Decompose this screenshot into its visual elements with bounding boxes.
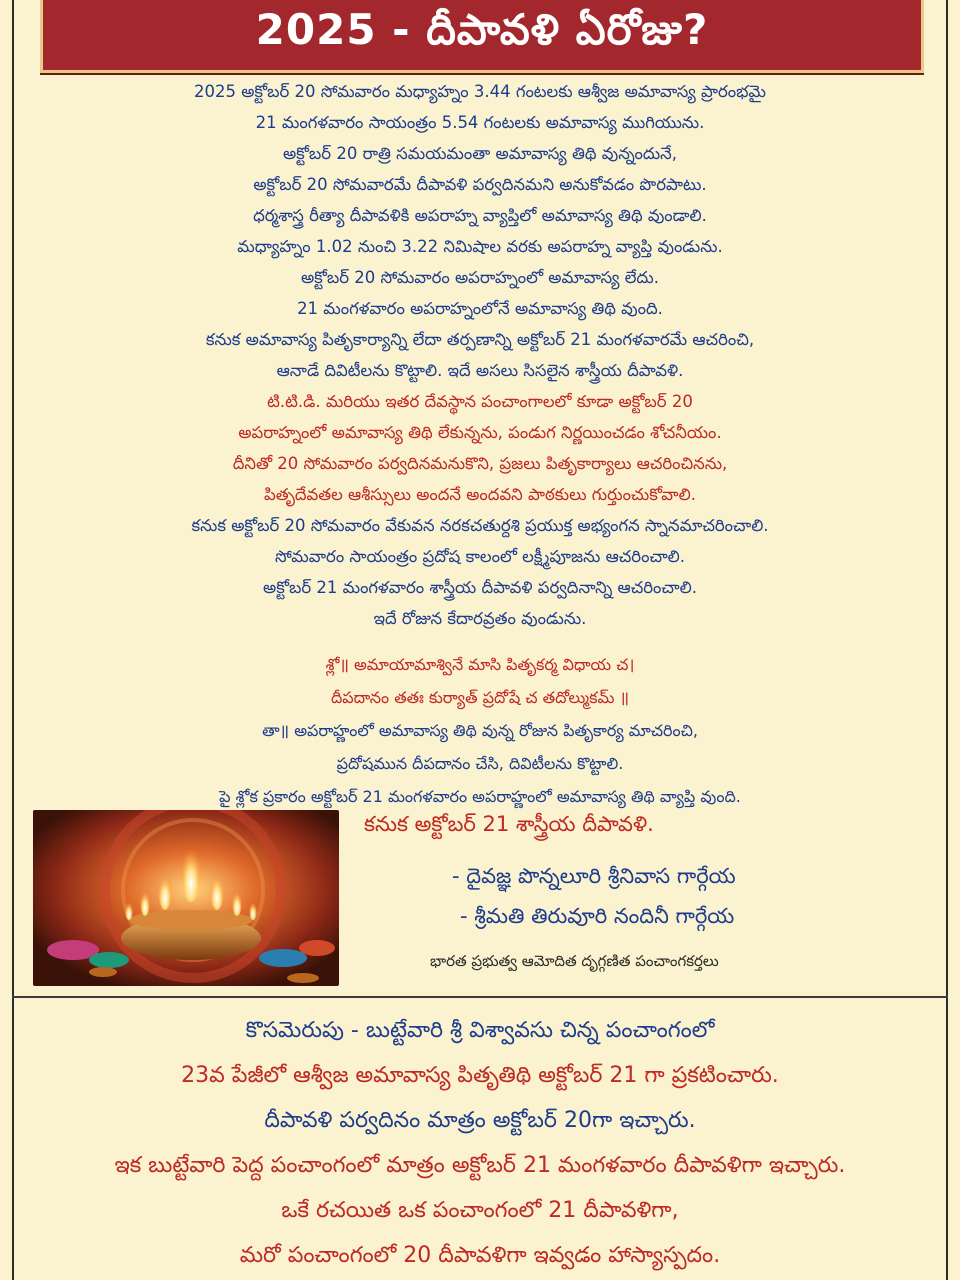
footnote-line: కొసమెరుపు - బుట్టేవారి శ్రీ విశ్వావసు చిన్న పంచాంగంలో [245,1018,715,1043]
diya-lamps-photo [33,810,339,986]
body-line: అక్టోబర్ 20 సోమవారమే దీపావళి పర్వదినమని అనుకోవడం పొరపాటు. [253,175,707,194]
main-text-block [14,76,946,634]
body-line: పితృదేవతల ఆశీస్సులు అందనే అందవని పాఠకులు గుర్తుంచుకోవాలి. [264,485,696,504]
body-line: 2025 అక్టోబర్ 20 సోమవారం మధ్యాహ్నం 3.44 గంటలకు ఆశ్వీజ అమావాస్య ప్రారంభమై [193,82,767,101]
body-line: టి.టి.డి. మరియు ఇతర దేవస్థాన పంచాంగాలలో కూడా అక్టోబర్ 20 [267,392,693,411]
body-line: 21 మంగళవారం సాయంత్రం 5.54 గంటలకు అమావాస్య ముగియును. [255,113,705,132]
title-banner [40,0,924,73]
section-divider [12,996,948,998]
authority-line: భారత ప్రభుత్వ ఆమోదిత దృగ్గణిత పంచాంగకర్తలు [430,952,719,970]
right-border-rule [946,0,948,1280]
sloka-line: శ్లో॥ అమాయామాశ్వినే మాసి పితృకర్మ విధాయ చ। [325,655,635,674]
body-line: దీనితో 20 సోమవారం పర్వదినమనుకొని, ప్రజలు పితృకార్యాలు ఆచరించినను, [232,454,728,473]
author-name: - శ్రీమతి తిరువూరి నందినీ గార్గేయ [460,904,735,928]
body-line: సోమవారం సాయంత్రం ప్రదోష కాలంలో లక్ష్మీపూజను ఆచరించాలి. [275,547,685,566]
body-line: అపరాహ్నంలో అమావాస్య తిథి లేకున్నను, పండుగ నిర్ణయించడం శోచనీయం. [238,423,722,442]
conclusion-text: కనుక అక్టోబర్ 21 శాస్త్రీయ దీపావళి. [364,812,654,836]
footnote-line: మరో పంచాంగంలో 20 దీపావళిగా ఇవ్వడం హాస్యాస్పదం. [239,1243,721,1268]
author-name: - దైవజ్ఞ పొన్నలూరి శ్రీనివాస గార్గేయ [452,864,736,888]
sloka-meaning-line: తా॥ అపరాహ్ణంలో అమావాస్య తిథి వున్న రోజున పితృకార్య మాచరించి, [262,721,698,740]
footnote-line: ఇక బుట్టేవారి పెద్ద పంచాంగంలో మాత్రం అక్టోబర్ 21 మంగళవారం దీపావళిగా ఇచ్చారు. [114,1153,846,1178]
sloka-block [14,648,946,813]
footnote-line: 23వ పేజీలో ఆశ్వీజ అమావాస్య పితృతిథి అక్టోబర్ 21 గా ప్రకటించారు. [181,1063,779,1088]
body-line: అక్టోబర్ 20 రాత్రి సమయమంతా అమావాస్య తిథి వున్నందునే, [282,144,678,163]
body-line: ఇదే రోజున కేదారవ్రతం వుండును. [373,609,587,628]
footnote-block [14,1008,946,1278]
body-line: అక్టోబర్ 20 సోమవారం అపరాహ్నంలో అమావాస్య లేదు. [300,268,660,287]
page-title: 2025 - దీపావళి ఏరోజు? [255,5,709,54]
sloka-line: దీపదానం తతః కుర్యాత్ ప్రదోషే చ తదోల్ముకమ్ ॥ [330,688,630,707]
body-line: 21 మంగళవారం అపరాహ్నంలోనే అమావాస్య తిథి వుంది. [297,299,663,318]
body-line: కనుక అమావాస్య పితృకార్యాన్ని లేదా తర్పణాన్ని అక్టోబర్ 21 మంగళవారమే ఆచరించి, [205,330,755,349]
sloka-meaning-line: ప్రదోషమున దీపదానం చేసి, దివిటీలను కొట్టాలి. [336,754,624,773]
footnote-line: దీపావళి పర్వదినం మాత్రం అక్టోబర్ 20గా ఇచ్చారు. [264,1108,696,1133]
body-line: అక్టోబర్ 21 మంగళవారం శాస్త్రీయ దీపావళి పర్వదినాన్ని ఆచరించాలి. [263,578,697,597]
sloka-meaning-line: పై శ్లోక ప్రకారం అక్టోబర్ 21 మంగళవారం అపరాహ్ణంలో అమావాస్య తిథి వ్యాప్తి వుంది. [219,787,741,806]
body-line: కనుక అక్టోబర్ 20 సోమవారం వేకువన నరకచతుర్దశి ప్రయుక్త అభ్యంగన స్నానమాచరించాలి. [191,516,769,535]
footnote-line: ఒకే రచయిత ఒక పంచాంగంలో 21 దీపావళిగా, [281,1198,679,1223]
body-line: ఆనాడే దివిటీలను కొట్టాలి. ఇదే అసలు సిసలైన శాస్త్రీయ దీపావళి. [276,361,684,380]
body-line: మధ్యాహ్నం 1.02 నుంచి 3.22 నిమిషాల వరకు అపరాహ్న వ్యాప్తి వుండును. [237,237,723,256]
body-line: ధర్మశాస్త్ర రీత్యా దీపావళికి అపరాహ్న వ్యాప్తిలో అమావాస్య తిథి వుండాలి. [253,206,707,225]
